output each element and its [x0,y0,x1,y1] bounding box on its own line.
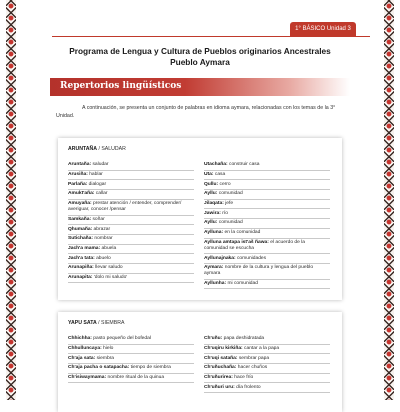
word-entry: Ch'uñuri uru: día frolento [204,383,330,393]
word-entry: Jilaqata: jefe [204,200,330,210]
word-entry: Chhichha: pasto pequeño del bofedal [68,335,194,345]
word-list-left [68,161,194,283]
word-entry: Utachaña: construir casa [204,161,330,171]
word-entry: Arusiña: hablar [68,171,194,181]
word-entry: Amuyaña: prestar atención / entender, comprender/ averiguar, conocer /pensar [68,200,194,216]
section-banner [50,78,350,96]
word-entry: Jach'a mama: abuela [68,245,194,255]
word-entry: Qullu: cerro [204,180,330,190]
word-list-left [68,335,194,383]
word-entry: Ch'isiwaymama: nombre ritual de la quinua [68,374,194,384]
word-entry: Ayllu: comunidad [204,219,330,229]
word-entry: Ch'uñuchaña: hacer chuños [204,364,330,374]
header-rule [52,36,370,37]
unit-tab: 1° BÁSICO Unidad 3 [290,22,356,36]
word-entry: Qhumaña: abrazar [68,225,194,235]
title-line-1: Programa de Lengua y Cultura de Pueblos originarios Ancestrales [69,46,331,56]
word-entry: Ayllunajnaka: comunidades [204,254,330,264]
category-name: ARUNTAÑA [68,146,98,152]
word-entry: Ch'uñurirea: hace frío [204,374,330,384]
intro-paragraph: A continuación, se presenta un conjunto de palabras en idioma aymara, relacionadas con los temas de la 3° Unidad. [56,105,336,119]
category-name: YAPU SATA [68,320,97,326]
category-heading [68,146,126,152]
word-entry: Aylluna amtapa ist'aš ñawa: el acuerdo de la comunidad se escucha [204,239,330,255]
vocabulary-card-siembra [58,312,342,412]
word-entry: Sutichaña: nombrar [68,235,194,245]
word-entry: Uta: casa [204,171,330,181]
section-title: Repertorios lingüísticos [60,81,182,91]
vocabulary-card-saludar [58,138,342,300]
word-entry: Ch'aja sata: siembra [68,354,194,364]
word-entry: Aruntaña: saludar [68,161,194,171]
category-heading [68,320,124,326]
word-entry: Aymara: nombre de la cultura y lengua del pueblo aymara [204,264,330,280]
word-entry: Ch'uqiru kirkiña: cantar a la papa [204,345,330,355]
category-translation: / SALUDAR [97,146,126,152]
word-entry: Parlaña: dialogar [68,180,194,190]
word-entry: Amukt'aña: callar [68,190,194,200]
word-list-right [204,161,330,289]
word-entry: Arunapita: 'dolo mi saludo' [68,274,194,284]
word-entry: Arunapiña: llevar saludo [68,264,194,274]
word-entry: Chhulluncaya: hielo [68,345,194,355]
word-entry: Jach'a tata: abuelo [68,254,194,264]
word-entry: Ayllu: comunidad [204,190,330,200]
title-line-2: Pueblo Aymara [170,57,230,67]
page-title [0,46,400,68]
word-entry: Ayllunha: mi comunidad [204,280,330,290]
word-entry: Ch'uqi sataña: sembrar papa [204,354,330,364]
category-translation: / SIEMBRA [96,320,125,326]
word-entry: Aylluna: en la comunidad [204,229,330,239]
word-entry: Jawira: río [204,209,330,219]
word-entry: Ch'uñu: papa deshidratada [204,335,330,345]
word-entry: Samkaña: soñar [68,216,194,226]
word-list-right [204,335,330,393]
word-entry: Ch'aja pacha o satapacha: tiempo de siembra [68,364,194,374]
